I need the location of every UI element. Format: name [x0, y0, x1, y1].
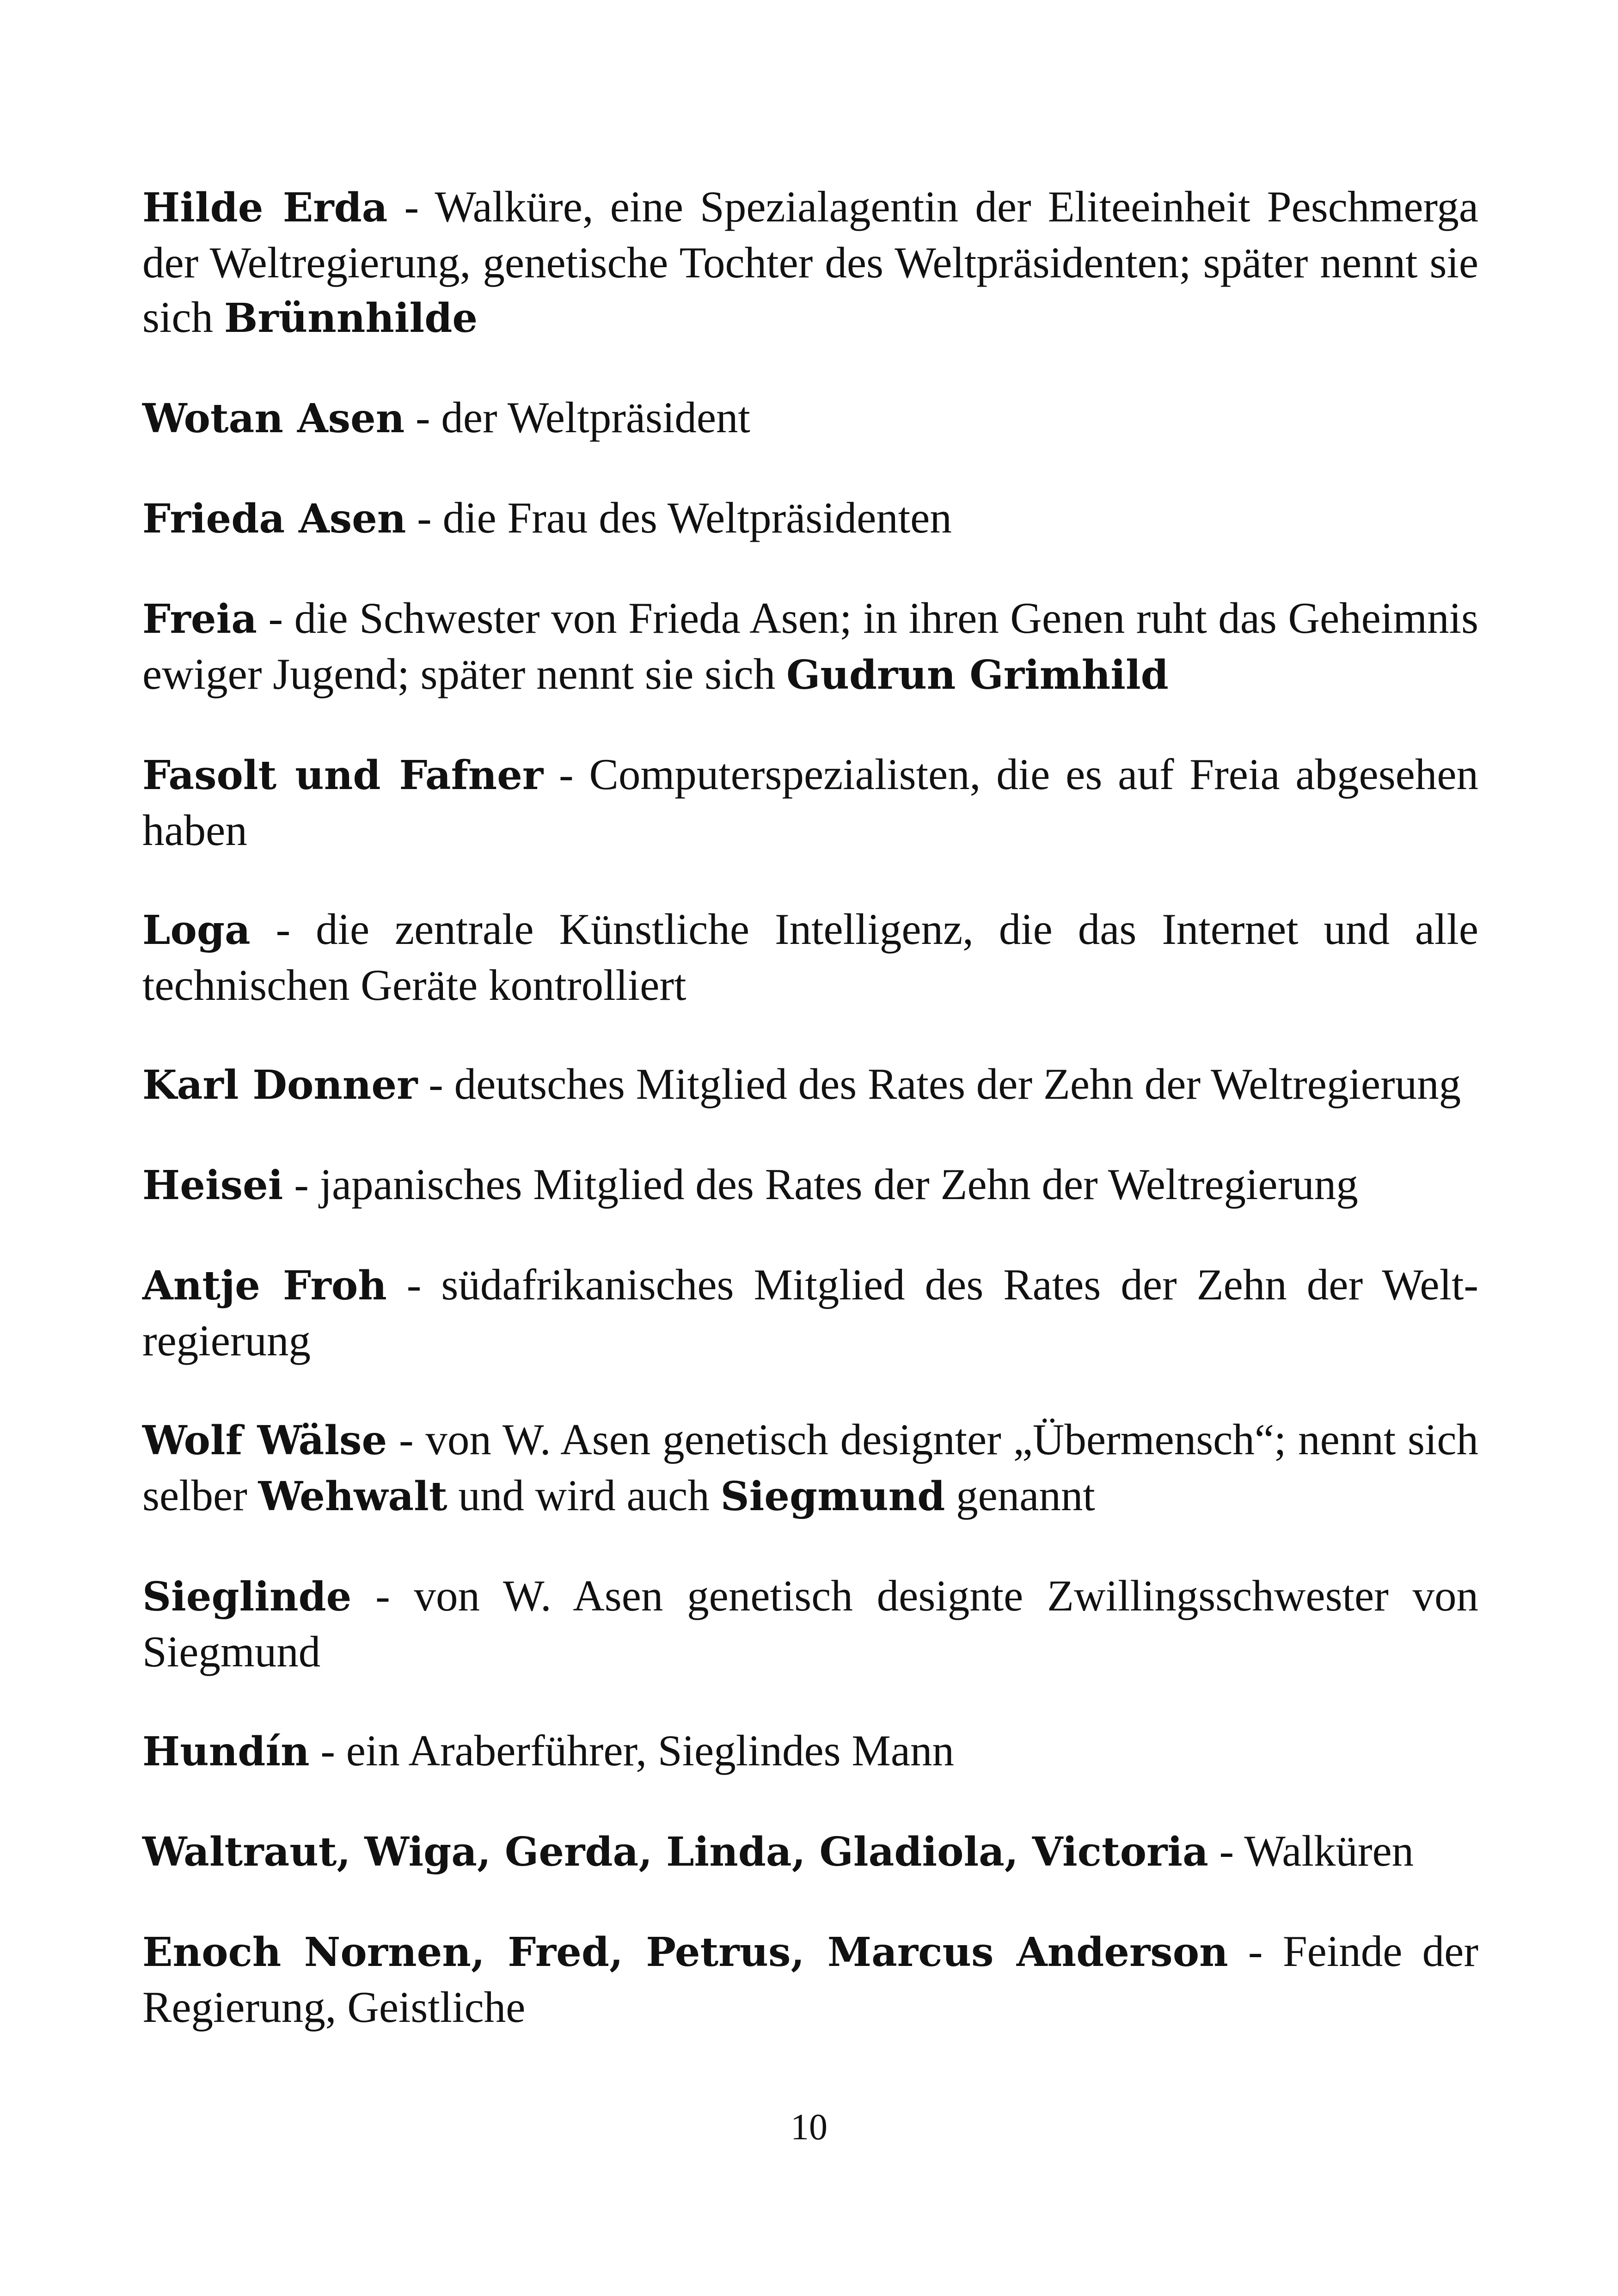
- character-list: [142, 179, 1478, 2079]
- character-name: Hundín: [142, 1728, 310, 1775]
- character-entry-frieda-asen: [142, 490, 1478, 546]
- character-name: Freia: [142, 596, 257, 643]
- character-name: Sieglinde: [142, 1574, 352, 1620]
- character-entry-sieglinde: [142, 1568, 1478, 1679]
- character-description: von W. Asen genetisch designte Zwillingsschwester von Siegmund: [142, 1571, 1478, 1676]
- separator: -: [351, 1571, 414, 1620]
- character-description: von W. Asen genetisch designter „Übermensch“; nennt sich selber: [142, 1415, 1479, 1520]
- separator: -: [1228, 1927, 1283, 1976]
- character-name: Frieda Asen: [142, 496, 406, 542]
- character-name: Fasolt und Fafner: [142, 752, 544, 799]
- character-alias: Wehwalt: [258, 1473, 447, 1520]
- character-name: Hilde Erda: [142, 184, 388, 231]
- character-description: südafrikanisches Mitglied des Rates der Zehn der Weltregierung: [142, 1260, 1478, 1365]
- character-description: japanisches Mitglied des Rates der Zehn der Weltregierung: [319, 1160, 1358, 1209]
- character-description: deutsches Mitglied des Rates der Zehn der Weltregierung: [454, 1059, 1461, 1108]
- character-entry-loga: [142, 902, 1478, 1012]
- separator: -: [257, 594, 294, 643]
- character-description: Walküre, eine Spezialagentin der Eliteeinheit Peschmerga der Weltregierung, genetische Tochter des Weltpräsidenten; später nennt sie sich: [142, 182, 1479, 342]
- character-description: Feinde der Regierung, Geistliche: [142, 1927, 1478, 2032]
- separator: -: [250, 905, 316, 954]
- character-description: und wird auch: [447, 1471, 721, 1520]
- character-entry-wolf-waelse: [142, 1412, 1478, 1524]
- character-name: Karl Donner: [142, 1062, 418, 1108]
- separator: -: [417, 1059, 454, 1108]
- character-description: die zentrale Künstliche Intelligenz, die das Internet und alle technischen Geräte kontrolliert: [142, 905, 1478, 1010]
- separator: -: [386, 1260, 441, 1309]
- character-entry-heisei: [142, 1157, 1478, 1213]
- character-description: genannt: [945, 1471, 1095, 1520]
- character-description: die Frau des Weltpräsidenten: [442, 493, 952, 542]
- separator: -: [387, 1415, 426, 1464]
- character-name: Antje Froh: [142, 1262, 387, 1309]
- character-entry-freia: [142, 591, 1478, 703]
- character-description: der Weltpräsident: [441, 393, 750, 442]
- character-entry-karl-donner: [142, 1057, 1478, 1113]
- character-entry-antje-froh: [142, 1257, 1478, 1368]
- character-description: ein Araberführer, Sieglindes Mann: [346, 1726, 955, 1775]
- character-name: Wolf Wälse: [142, 1417, 387, 1464]
- character-alias: Siegmund: [720, 1473, 945, 1520]
- character-entry-fasolt-fafner: [142, 747, 1478, 857]
- separator: -: [543, 750, 589, 799]
- character-entry-feinde: [142, 1924, 1478, 2034]
- character-entry-hilde-erda: [142, 179, 1478, 346]
- separator: -: [309, 1726, 346, 1775]
- character-name: Heisei: [142, 1162, 283, 1209]
- character-alias: Brünnhilde: [224, 295, 478, 342]
- separator: -: [1208, 1826, 1244, 1875]
- character-description: Walküren: [1244, 1826, 1414, 1875]
- separator: -: [406, 493, 443, 542]
- character-entry-walkueren: [142, 1824, 1478, 1880]
- separator: -: [387, 182, 435, 231]
- separator: -: [283, 1160, 320, 1209]
- character-name: Loga: [142, 907, 251, 954]
- character-entry-wotan-asen: [142, 390, 1478, 446]
- character-name: Waltraut, Wiga, Gerda, Linda, Gladiola, Victoria: [142, 1829, 1208, 1875]
- character-name: Enoch Nornen, Fred, Petrus, Marcus Anderson: [142, 1929, 1228, 1976]
- separator: -: [404, 393, 441, 442]
- page-number: 10: [791, 2107, 827, 2148]
- character-description: die Schwester von Frieda Asen; in ihren Genen ruht das Geheimnis ewiger Jugend; später nennt sie sich: [142, 594, 1478, 698]
- character-description: Computerspezialisten, die es auf Freia abgesehen haben: [142, 750, 1478, 855]
- character-entry-hundin: [142, 1723, 1478, 1779]
- character-name: Wotan Asen: [142, 395, 405, 442]
- character-alias: Gudrun Grimhild: [786, 652, 1169, 698]
